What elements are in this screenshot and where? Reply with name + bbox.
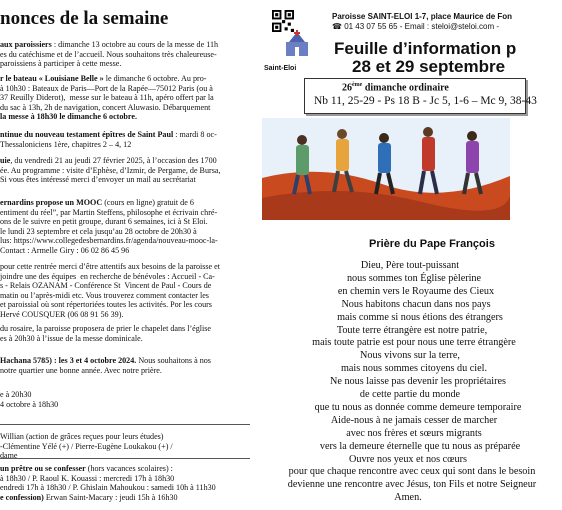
announcement-line: un prêtre ou se confesser (hors vacances scolaires) : <box>0 464 173 473</box>
sunday-suffix: ème <box>352 82 363 88</box>
prayer-line: Ouvre nos yeux et nos cœurs <box>349 453 467 465</box>
announcement-line: ntinue du nouveau testament épîtres de Saint Paul : mardi 8 oc- <box>0 130 217 139</box>
announcements-title: nonces de la semaine <box>0 8 169 29</box>
announcement-line: Si vous êtes intéressé merci d’envoyer un mail au secrétariat <box>0 175 196 185</box>
sunday-label: dimanche ordinaire <box>362 82 449 94</box>
prayer-line: mais nous sommes citoyens du ciel. <box>340 363 487 375</box>
prayer-line: Ne nous laisse pas devenir les propriétaires <box>330 376 506 388</box>
prayer-line: que tu nous as donnée comme demeure temporaire <box>314 401 522 413</box>
announcement-line: Hachana 5785) : les 3 et 4 octobre 2024. Nous souhaitons à nos <box>0 356 211 365</box>
announcement-line: du rosaire, la paroisse proposera de prier le chapelet dans l’église <box>0 324 212 333</box>
announcement-line: Willian (action de grâces reçues pour leurs études) <box>0 432 164 441</box>
announcement-line: es du catéchisme et de l’accueil. Nous souhaitons très chaleureuse- <box>0 49 217 59</box>
announcement-line: entiment du réel”, par Martin Steffens, philosophe et écrivain chré- <box>0 207 218 217</box>
announcement-line: e à 20h30 <box>0 390 32 399</box>
announcement-line: Thessaloniciens 1ère, chapitres 2 – 4, 12 <box>0 139 132 149</box>
prayer-line: mais comme si nous étions des étrangers <box>337 311 503 323</box>
bulletin-date: 28 et 29 septembre <box>352 57 506 76</box>
scripture-references: Nb 11, 25-29 - Ps 18 B - Jc 5, 1-6 – Mc 9, 38-43 <box>314 95 537 107</box>
announcement-line: r le bateau « Louisiane Belle » le dimanche 6 octobre. Au pro- <box>0 74 207 83</box>
announcement-line: s - Relais OZANAM - Conférence St Vincent de Paul - Cours de <box>0 281 212 291</box>
announcement-paragraph <box>0 390 250 409</box>
announcement-line: notre quartier une bonne année. Avec notre prière. <box>0 365 162 375</box>
announcement-line: 37 Reuilly Diderot), messe sur le bateau à 11h, apéro offert par la <box>0 93 214 103</box>
announcement-paragraph <box>0 464 250 502</box>
announcement-line: du sac à 13h, 2h de navigation, concert Aluwasio. Débarquement <box>0 102 211 112</box>
announcement-paragraph <box>0 156 250 185</box>
announcement-paragraph <box>0 356 250 375</box>
announcement-line: aux paroissiers : dimanche 13 octobre au cours de la messe de 11h <box>0 40 219 49</box>
announcement-paragraph <box>0 324 250 343</box>
qr-code-icon[interactable] <box>272 10 294 32</box>
announcement-line: ée. Au programme : visite d’Ephèse, d’Izmir, de Pergame, de Bursa, <box>0 165 221 175</box>
announcement-paragraph <box>0 40 250 69</box>
announcement-line: ons de le suivre en petit groupe, durant 6 semaines, ici à St Eloi. <box>0 217 208 227</box>
announcement-line: lus: https://www.collegedesbernardins.fr/agenda/nouveau-mooc-la- <box>0 236 218 246</box>
announcement-paragraph <box>0 198 250 256</box>
announcement-line: endredi 17h à 18h30 / P. Ghislain Mahoukou : samedi 10h à 11h30 <box>0 483 216 493</box>
prayer-line: devienne une rencontre avec Jésus, ton Fils et notre Seigneur <box>287 479 537 491</box>
divider <box>0 458 250 459</box>
prayer-title: Prière du Pape François <box>369 238 495 250</box>
prayer-line: Dieu, Père tout-puissant <box>360 260 460 271</box>
logo-caption: Saint-Eloi <box>264 65 297 72</box>
prayer-line: Aide-nous à ne jamais cesser de marcher <box>330 414 498 426</box>
announcement-line: dame <box>0 451 18 461</box>
church-logo-icon <box>284 30 310 64</box>
announcement-paragraph <box>0 130 250 149</box>
announcement-line: et paroissial où sont répertoriées toutes les activités. Por les cours <box>0 300 212 310</box>
prayer-line: en chemin vers le Royaume des Cieux <box>337 285 495 297</box>
prayer-line: Nous vivons sur la terre, <box>360 350 460 362</box>
prayer-line: mais toute patrie est pour nous une terre étrangère <box>312 337 516 349</box>
prayer-line: pour que chaque rencontre avec ceux qui sont dans le besoin <box>288 466 536 478</box>
prayer-line: avec nos frères et sœurs migrants <box>346 427 482 439</box>
prayer-line: Amen. <box>394 492 422 504</box>
announcement-paragraph <box>0 262 250 320</box>
bulletin-title-line1: Feuille d’information p <box>334 39 517 58</box>
announcement-paragraph <box>0 432 250 461</box>
sunday-number: 26 <box>342 82 352 94</box>
prayer-line: Nous habitons chacun dans nos pays <box>341 298 491 310</box>
prayer-line: de cette partie du monde <box>359 389 461 400</box>
announcement-line: matin ou l’après-midi etc. Vous trouverez comment contacter les <box>0 290 209 300</box>
announcement-line: ernardins propose un MOOC (cours en ligne) gratuit de 6 <box>0 198 194 207</box>
parish-address-text: Paroisse SAINT-ELOI 1-7, place Maurice de Fon <box>332 12 513 21</box>
prayer-line: nous sommes ton Église pèlerine <box>346 272 482 284</box>
announcement-paragraph <box>0 74 250 122</box>
parish-contact: ☎ 01 43 07 55 65 - Email : steloi@steloi.com - <box>332 22 500 31</box>
announcement-line: à 18h30 / P. Raoul K. Kouassi : mercredi 17h à 18h30 <box>0 473 175 483</box>
announcement-line: uie, du vendredi 21 au jeudi 27 février 2025, à l’occasion des 1700 <box>0 156 217 165</box>
parish-address <box>332 12 512 21</box>
announcement-line: paroissiens à participer à cette messe. <box>0 59 122 69</box>
bulletin-title <box>334 40 516 76</box>
announcement-line: 4 octobre à 18h30 <box>0 399 59 409</box>
announcement-line: e confession) Erwan Saint-Macary : jeudi 15h à 16h30 <box>0 492 178 502</box>
sunday-title <box>342 82 449 93</box>
announcement-line: Contact : Armelle Giry : 06 02 86 45 96 <box>0 245 130 255</box>
right-column <box>262 0 537 510</box>
announcement-line: à 10h30 : Bateaux de Paris—Port de la Rapée—75012 Paris (ou à <box>0 83 213 93</box>
left-column <box>0 0 252 510</box>
divider <box>0 424 250 425</box>
announcement-line: -Clémentine Yélé (+) / Pierre-Eugène Loukakou (+) / <box>0 441 173 451</box>
pilgrims-illustration <box>262 118 510 220</box>
announcement-line: joindre une des équipes en recherche de bénévoles : Accueil - Ca- <box>0 271 215 281</box>
announcement-line: la messe à 18h30 le dimanche 6 octobre. <box>0 112 137 122</box>
announcement-line: le lundi 23 septembre et cela jusqu’au 28 octobre de 20h30 à <box>0 226 197 236</box>
prayer-line: Toute terre étrangère est notre patrie, <box>336 324 488 336</box>
prayer-line: vers la demeure éternelle que tu nous as préparée <box>319 440 521 452</box>
announcement-line: pour cette rentrée merci d’être attentifs aux besoins de la paroisse et <box>0 262 221 271</box>
announcement-line: Hervé COUSQUER (06 08 91 56 39). <box>0 309 124 319</box>
announcement-line: es à 20h30 à l’issue de la messe dominicale. <box>0 333 143 343</box>
